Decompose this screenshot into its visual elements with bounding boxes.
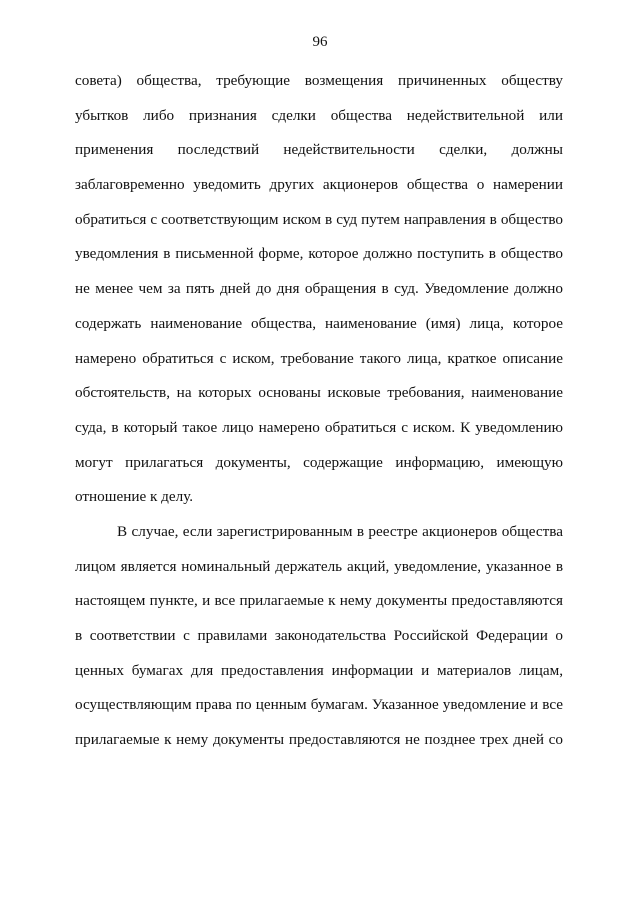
page-number: 96 <box>312 34 328 50</box>
paragraph-1 <box>75 70 563 521</box>
text-line: намерено обратиться с иском, требование такого лица, краткое описание <box>75 349 563 367</box>
text-line: В случае, если зарегистрированным в реестре акционеров общества <box>117 522 563 540</box>
text-line: не менее чем за пять дней до дня обращения в суд. Уведомление должно <box>75 280 563 298</box>
text-line: совета) общества, требующие возмещения причиненных обществу <box>75 72 563 89</box>
text-line: суда, в который такое лицо намерено обратиться с иском. К уведомлению <box>75 418 563 436</box>
text-line: настоящем пункте, и все прилагаемые к нему документы предоставляются <box>75 592 563 610</box>
body-text <box>75 70 563 764</box>
text-line: ценных бумагах для предоставления информации и материалов лицам, <box>75 661 563 679</box>
text-line: обстоятельств, на которых основаны исковые требования, наименование <box>75 384 563 402</box>
paragraph-2 <box>75 521 563 764</box>
text-line: в соответствии с правилами законодательства Российской Федерации о <box>75 627 563 644</box>
text-line: убытков либо признания сделки общества недействительной или <box>75 106 563 124</box>
text-line: заблаговременно уведомить других акционеров общества о намерении <box>75 176 563 194</box>
text-line: лицом является номинальный держатель акций, уведомление, указанное в <box>75 557 563 575</box>
text-line: применения последствий недействительности сделки, должны <box>75 141 563 159</box>
text-line: могут прилагаться документы, содержащие информацию, имеющую <box>75 453 563 471</box>
text-line: уведомления в письменной форме, которое должно поступить в общество <box>75 245 563 263</box>
text-line: прилагаемые к нему документы предоставляются не позднее трех дней со <box>75 731 563 749</box>
text-line: осуществляющим права по ценным бумагам. Указанное уведомление и все <box>75 696 563 714</box>
text-line: отношение к делу. <box>75 488 194 506</box>
text-line: обратиться с соответствующим иском в суд путем направления в общество <box>75 210 563 228</box>
text-line: содержать наименование общества, наименование (имя) лица, которое <box>75 314 563 332</box>
